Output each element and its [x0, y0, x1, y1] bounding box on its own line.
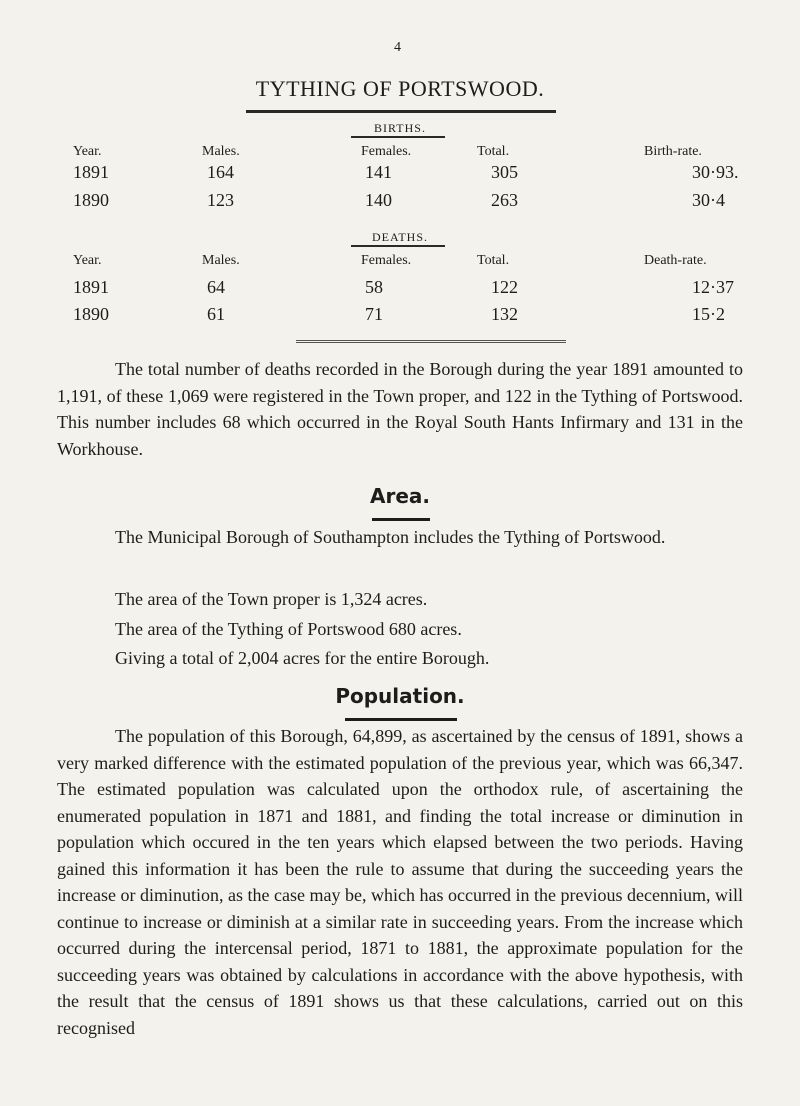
- deaths-rate: 15·2: [692, 304, 725, 324]
- births-total: 305: [491, 162, 518, 182]
- deaths-heading: DEATHS.: [371, 230, 428, 244]
- deaths-rate: 12·37: [692, 277, 734, 297]
- table-row: [0, 304, 800, 326]
- deaths-header-row: [0, 253, 800, 275]
- deaths-total: 122: [491, 277, 518, 297]
- population-paragraph: The population of this Borough, 64,899, as ascertained by the census of 1891, shows a very marked difference with the estimated population of the previous year, which was 66,347. The estimated population was calculated upon the orthodox rule, of ascertaining the enumerated population in 1871 and 1881, and finding the total increase or diminution in population which occured in the ten years which elapsed between the two periods. Having gained this information it has been the rule to assume that during the succeeding years the increase or diminution, as the case may be, which has occurred in the previous decennium, will continue to increase or diminish at a similar rate in succeeding years. From the increase which occurred during the intercensal period, 1871 to 1881, the approximate population for the succeeding years was obtained by calculations in accordance with the above hypothesis, with the result that the census of 1891 shows us that these calculations, carried out on this recognised: [57, 726, 743, 1038]
- population-heading: Population.: [335, 684, 465, 708]
- births-col-females: Females.: [361, 144, 412, 159]
- deaths-col-rate: Death-rate.: [644, 253, 707, 268]
- page-title: TYTHING OF PORTSWOOD.: [255, 76, 545, 101]
- births-heading-rule: [351, 136, 445, 138]
- table-row: [0, 190, 800, 212]
- deaths-males: 61: [207, 304, 225, 324]
- deaths-females: 58: [365, 277, 383, 297]
- deaths-females: 71: [365, 304, 383, 324]
- deaths-col-total: Total.: [477, 253, 510, 268]
- births-females: 141: [365, 162, 392, 182]
- deaths-year: 1890: [73, 304, 109, 324]
- births-col-year: Year.: [73, 144, 102, 159]
- area-line-tything: The area of the Tything of Portswood 680 acres.: [115, 619, 462, 639]
- page-number: 4: [394, 40, 401, 55]
- deaths-total: 132: [491, 304, 518, 324]
- population-heading-rule: [345, 718, 457, 721]
- births-rate: 30·4: [692, 190, 725, 210]
- area-heading-rule: [372, 518, 430, 521]
- deaths-col-females: Females.: [361, 253, 412, 268]
- deaths-col-males: Males.: [202, 253, 240, 268]
- area-intro: The Municipal Borough of Southampton includes the Tything of Portswood.: [115, 527, 666, 547]
- area-line-total: Giving a total of 2,004 acres for the entire Borough.: [115, 648, 490, 668]
- deaths-paragraph: The total number of deaths recorded in the Borough during the year 1891 amounted to 1,191, of these 1,069 were registered in the Town proper, and 122 in the Tything of Portswood. This number includes 68 which occurred in the Royal South Hants Infirmary and 131 in the Workhouse.: [57, 359, 743, 459]
- births-year: 1891: [73, 162, 109, 182]
- deaths-heading-rule: [351, 245, 445, 247]
- births-col-males: Males.: [202, 144, 240, 159]
- births-heading: BIRTHS.: [374, 121, 426, 135]
- births-males: 164: [207, 162, 234, 182]
- births-total: 263: [491, 190, 518, 210]
- area-line-town: The area of the Town proper is 1,324 acres.: [115, 589, 428, 609]
- births-year: 1890: [73, 190, 109, 210]
- table-end-rule: [296, 340, 566, 343]
- table-row: [0, 277, 800, 299]
- deaths-year: 1891: [73, 277, 109, 297]
- births-males: 123: [207, 190, 234, 210]
- area-heading: Area.: [370, 484, 430, 508]
- title-underline: [246, 110, 556, 113]
- deaths-col-year: Year.: [73, 253, 102, 268]
- births-col-rate: Birth-rate.: [644, 144, 702, 159]
- births-rate: 30·93.: [692, 162, 739, 182]
- deaths-males: 64: [207, 277, 225, 297]
- table-row: [0, 162, 800, 184]
- births-females: 140: [365, 190, 392, 210]
- births-col-total: Total.: [477, 144, 510, 159]
